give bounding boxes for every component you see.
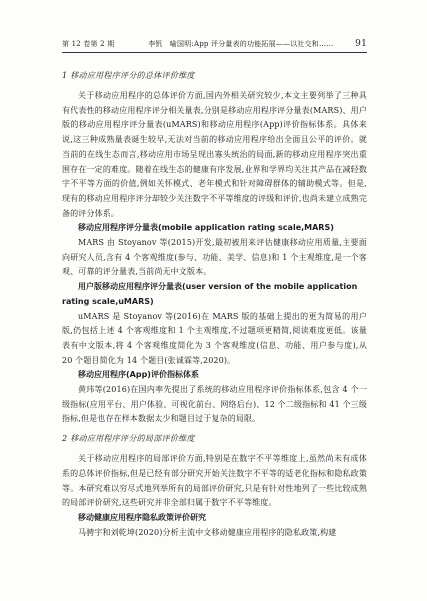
article-body [62,64,367,540]
running-title: 李钒 喻国明:App 评分量表的功能拓展——以社交和…… [148,40,334,48]
paragraph-mars: MARS 由 Stoyanov 等(2015)开发,最初被用来评估健康移动应用质量,主要面向研究人员,含有 4 个客观维度(参与、功能、美学、信息)和 1 个主观维度,是一个客观、可靠的评分量表,当前尚无中文版本。 [62,238,367,277]
paragraph-app-index: 黄玮等(2016)在国内率先提出了系统的移动应用程序评价指标体系,包含 4 个一级指标(应用平台、用户体验、可视化前台、网络后台)、12 个二级指标和 41 个三级指标,但是也存在样本数据太少和题目过于复杂的局限。 [62,385,367,424]
paragraph-local: 关于移动应用程序的局部评价方面,特别是在数字不平等维度上,虽然尚未有成体系的总体评价指标,但是已经有部分研究开始关注数字不平等的适老化指标和隐私政策等。本研究难以穷尽式地列举所有的局部评价研究,只是有针对性地列了一些比较成熟的局部评价研究,这些研究并非全部归属于数字不平等维度。 [62,454,367,508]
section-heading-overall: 1 移动应用程序评分的总体评价维度 [62,71,195,80]
paragraph-privacy: 马骋宇和刘乾坤(2020)分析主流中文移动健康应用程序的隐私政策,构建 [78,527,337,537]
subheading-umars: 用户版移动应用程序评分量表(user version of the mobile application rating scale,uMARS) [62,282,358,306]
subheading-app-index: 移动应用程序(App)评价指标体系 [78,370,199,380]
subheading-privacy: 移动健康应用程序隐私政策评价研究 [78,512,206,522]
page-number: 91 [355,39,367,49]
running-header [62,40,367,49]
paragraph-overall: 关于移动应用程序的总体评价方面,国内外相关研究较少,本文主要列举了三种具有代表性的移动应用程序评分相关量表,分别是移动应用程序评分量表(MARS)、用户版的移动应用程序评分量表(uMARS)和移动应用程序(App)评价指标体系。具体来说,这三种成熟量表诞生较早,无法对当前的移动应用程序给出全面且公平的评价。就当前的在线生态而言,移动应用市场呈现出寡头统治的局面,新的移动应用程序突出重围存在一定的难度。随着在线生态的健康有序发展,业界和学界均关注其产品在减轻数字不平等方面的价值,例如关怀模式、老年模式和针对障碍群体的辅助模式等。但是,现有的移动应用程序评分却较少关注数字不平等维度的评级和评价,也尚未建立成熟完备的评分体系。 [62,91,367,218]
paragraph-umars: uMARS 是 Stoyanov 等(2016)在 MARS 版的基础上提出的更为简易的用户版,仍包括上述 4 个客观维度和 1 个主观维度,不过题项更精简,阅读难度更低。该量表有中文版本,将 4 个客观维度简化为 3 个客观维度(信息、功能、用户参与度),从 20 个题目简化为 14 个题目(张诚霖等,2020)。 [62,311,367,365]
header-rule [62,52,367,53]
subheading-mars: 移动应用程序评分量表(mobile application rating scale,MARS) [78,223,334,233]
journal-issue: 第 12 卷第 2 期 [62,40,115,48]
section-heading-local: 2 移动应用程序评分的局部评价维度 [62,434,195,444]
